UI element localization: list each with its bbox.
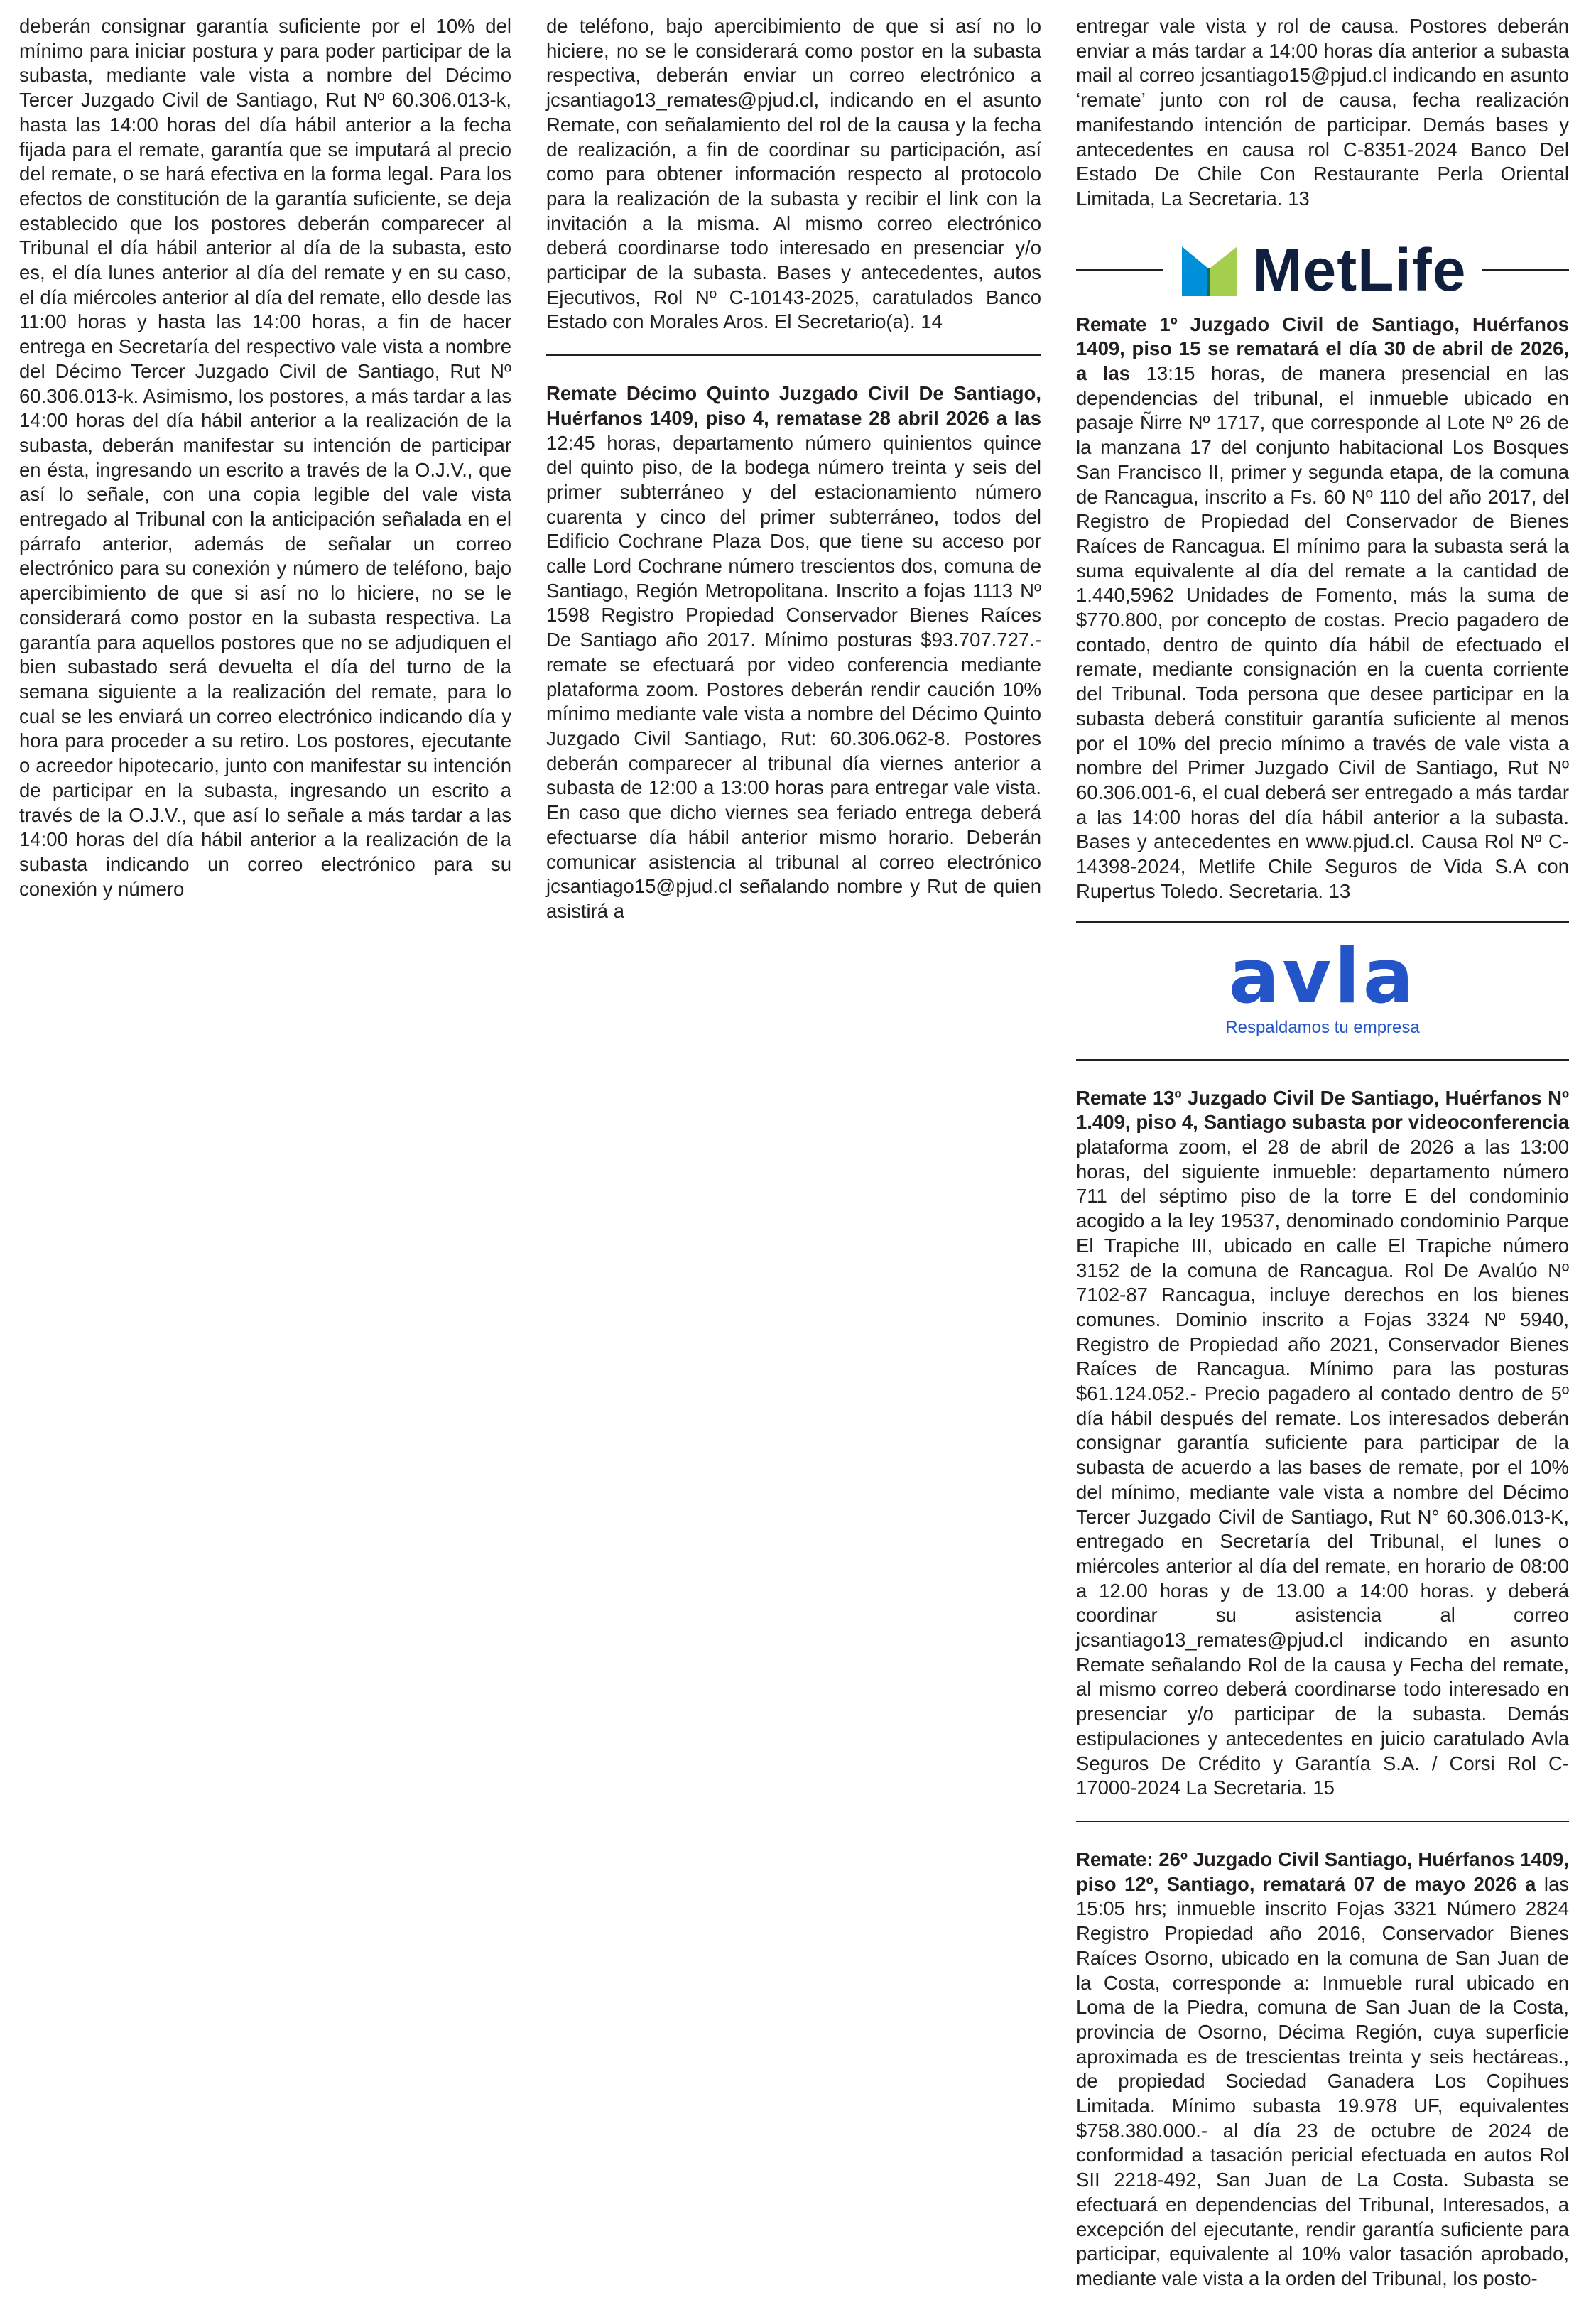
- notice-continuation-text: deberán consignar garantía suficiente por el 10% del mínimo para iniciar postura y para poder participar de la subasta, mediante vale vista a nombre del Décimo Tercer Juzgado Civil de Santiago, Rut Nº 60.306.013-k, hasta las 14:00 horas del día hábil anterior a la fecha fijada para el remate, garantía que se imputará al precio del remate, o se hará efectiva en la forma legal. Para los efectos de constitución de la garantía suficiente, se deja establecido que los postores deberán comparecer al Tribunal el día hábil anterior al día de la subasta, esto es, el día lunes anterior al día del remate y en su caso, el día miércoles anterior al día del remate, ello desde las 11:00 horas y hasta las 14:00 horas, a fin de hacer entrega en Secretaría del respectivo vale vista a nombre del Décimo Tercer Juzgado Civil de Santiago, Rut Nº 60.306.013-k. Asimismo, los postores, a más tardar a las 14:00 horas del día hábil anterior a la realización de la subasta, deberán manifestar su intención de participar en ésta, ingresando un escrito a través de la O.J.V., que así lo señale, con una copia legible del vale vista entregado al Tribunal con la anticipación señalada en el párrafo anterior, además de señalar un correo electrónico para su conexión y número de teléfono, bajo apercibimiento de que si así no lo hiciere, no se le considerará como postor en la subasta respectiva. La garantía para aquellos postores que no se adjudiquen el bien subastado será devuelta el día del turno de la semana siguiente a la realización del remate, para lo cual se les enviará un correo electrónico indicando día y hora para proceder a su retiro. Los postores, ejecutante o acreedor hipotecario, junto con manifestar su intención de participar en la subasta, ingresando un escrito a través de la O.J.V., que así lo señale a más tardar a las 14:00 horas del día hábil anterior a la realización de la subasta indicando un correo electrónico para su conexión y número: [19, 15, 511, 900]
- column-3: [1076, 14, 1569, 2291]
- divider: [546, 354, 1041, 356]
- metlife-wordmark: MetLife: [1252, 236, 1467, 303]
- column-2: [546, 14, 1041, 924]
- notice-bancoestado-text: de teléfono, bajo apercibimiento de que si así no lo hiciere, no se le considerará como postor en la subasta respectiva, deberán enviar un correo electrónico a jcsantiago13_remates@pjud.cl, indicando en el asunto Remate, con señalamiento del rol de la causa y la fecha de realización, a fin de coordinar su participación, así como para obtener información respecto al protocolo para la realización de la subasta y recibir el link con la invitación a la misma. Al mismo correo electrónico deberá coordinarse todo interesado en presenciar y/o participar de la subasta. Bases y antecedentes, autos Ejecutivos, Rol Nº C-10143-2025, caratulados Banco Estado con Morales Aros. El Secretario(a). 14: [546, 15, 1041, 333]
- notice-heading: Remate: 26º Juzgado Civil Santiago, Huérfanos 1409, piso 12º, Santiago, rematará 07 de mayo 2026 a: [1076, 1848, 1569, 1895]
- notice-body: las 15:05 hrs; inmueble inscrito Fojas 3321 Número 2824 Registro Propiedad año 2016, Conservador Bienes Raíces Osorno, ubicado en la comuna de San Juan de la Costa, corresponde a: Inmueble rural ubicado en Loma de la Piedra, comuna de San Juan de la Costa, provincia de Osorno, Décima Región, cuya superficie aproximada es de trescientas treinta y seis hectáreas., de propiedad Sociedad Ganadera Los Copihues Limitada. Mínimo subasta 19.978 UF, equivalentes $758.380.000.- al día 23 de octubre de 2024 de conformidad a tasación pericial efectuada en autos Rol SII 2218-492, San Juan de La Costa. Subasta se efectuará en dependencias del Tribunal, Interesados, a excepción del ejecutante, rendir garantía suficiente para participar, equivalente al 10% valor tasación aprobado, mediante vale vista a la orden del Tribunal, los posto-: [1076, 1872, 1569, 2289]
- notice-26-juzgado: [1076, 1848, 1569, 2291]
- divider: [1076, 269, 1163, 271]
- metlife-m-icon: [1179, 239, 1240, 300]
- divider: [1482, 269, 1570, 271]
- avla-wordmark: avla: [1228, 932, 1417, 1020]
- column-1: [19, 14, 511, 901]
- notice-15-juzgado: [546, 381, 1041, 923]
- avla-logo: [1076, 932, 1569, 1041]
- avla-tagline: Respaldamos tu empresa: [1225, 1017, 1420, 1037]
- notice-heading: Remate 1º Juzgado Civil de Santiago, Huérfanos 1409, piso 15 se rematará el día 30 de abril de 2026, a las: [1076, 313, 1569, 385]
- divider: [1076, 1059, 1569, 1061]
- notice-body: plataforma zoom, el 28 de abril de 2026 a las 13:00 horas, del siguiente inmueble: departamento número 711 del séptimo piso de la torre E del condominio acogido a la ley 19537, denominado condominio Parque El Trapiche III, ubicado en calle El Trapiche número 3152 de la comuna de Rancagua. Rol De Avalúo Nº 7102-87 Rancagua, incluye derechos en los bienes comunes. Dominio inscrito a Fojas 3324 Nº 5940, Registro de Propiedad año 2021, Conservador Bienes Raíces de Rancagua. Mínimo para las posturas $61.124.052.- Precio pagadero al contado dentro de 5º día hábil después del remate. Los interesados deberán consignar garantía suficiente para participar de la subasta de acuerdo a las bases de remate, por el 10% del mínimo, mediante vale vista a nombre del Décimo Tercer Juzgado Civil de Santiago, Rut N° 60.306.013-K, entregado en Secretaría del Tribunal, el lunes o miércoles anterior al día del remate, en horario de 08:00 a 12.00 horas y de 13.00 a 14:00 horas. y deberá coordinar su asistencia al correo jcsantiago13_remates@pjud.cl indicando en asunto Remate señalando Rol de la causa y Fecha del remate, al mismo correo deberá coordinarse todo interesado en presenciar y/o participar de la subasta. Demás estipulaciones y antecedentes en juicio caratulado Avla Seguros De Crédito y Garantía S.A. / Corsi Rol C-17000-2024 La Secretaria. 15: [1076, 1136, 1569, 1799]
- divider: [1076, 921, 1569, 923]
- metlife-logo: [1179, 236, 1467, 303]
- metlife-ad-banner: [1076, 227, 1569, 313]
- notice-13-juzgado: [1076, 1086, 1569, 1801]
- divider: [1076, 1821, 1569, 1822]
- notice-body: 12:45 horas, departamento número quinientos quince del quinto piso, de la bodega número treinta y seis del primer subterráneo y del estacionamiento número cuarenta y cinco del primer subterráneo, todos del Edificio Cochrane Plaza Dos, que tiene su acceso por calle Lord Cochrane número trescientos dos, comuna de Santiago, Región Metropolitana. Inscrito a fojas 1113 Nº 1598 Registro Propiedad Conservador Bienes Raíces De Santiago año 2017. Mínimo posturas $93.707.727.- remate se efectuará por video conferencia mediante plataforma zoom. Postores deberán rendir caución 10% mínimo mediante vale vista a nombre del Décimo Quinto Juzgado Civil Santiago, Rut: 60.306.062-8. Postores deberán comparecer al tribunal día viernes anterior a subasta de 12:00 a 13:00 horas para entregar vale vista. En caso que dicho viernes sea feriado entrega deberá efectuarse día hábil anterior mismo horario. Deberán comunicar asistencia al tribunal al correo electrónico jcsantiago15@pjud.cl señalando nombre y Rut de quien asistirá a: [546, 431, 1041, 922]
- notice-heading: Remate Décimo Quinto Juzgado Civil De Santiago, Huérfanos 1409, piso 4, rematase 28 abril 2026 a las: [546, 382, 1041, 429]
- notice-perla-oriental-text: entregar vale vista y rol de causa. Postores deberán enviar a más tardar a 14:00 horas día anterior a subasta mail al correo jcsantiago15@pjud.cl indicando en asunto ‘remate’ junto con rol de causa, fecha realización manifestando intención de participar. Demás bases y antecedentes en causa rol C-8351-2024 Banco Del Estado De Chile Con Restaurante Perla Oriental Limitada, La Secretaria. 13: [1076, 15, 1569, 210]
- notice-body: 13:15 horas, de manera presencial en las dependencias del tribunal, el inmueble ubicado en pasaje Ñirre Nº 1717, que corresponde al Lote Nº 26 de la manzana 17 del conjunto habitacional Los Bosques San Francisco II, primer y segunda etapa, de la comuna de Rancagua, inscrito a Fs. 60 Nº 110 del año 2017, del Registro de Propiedad del Conservador de Bienes Raíces de Rancagua. El mínimo para la subasta será la suma equivalente al día del remate a la cantidad de 1.440,5962 Unidades de Fomento, más la suma de $770.800, por concepto de costas. Precio pagadero de contado, dentro de quinto día hábil de efectuado el remate, mediante consignación en la cuenta corriente del Tribunal. Toda persona que desee participar en la subasta deberá constituir garantía suficiente al menos por el 10% del precio mínimo a través de vale vista a nombre del Primer Juzgado Civil de Santiago, Rut Nº 60.306.001-6, el cual deberá ser entregado a más tardar a las 14:00 horas del día hábil anterior a la subasta. Bases y antecedentes en www.pjud.cl. Causa Rol Nº C-14398-2024, Metlife Chile Seguros de Vida S.A con Rupertus Toledo. Secretaria. 13: [1076, 362, 1569, 902]
- notice-heading: Remate 13º Juzgado Civil De Santiago, Huérfanos Nº 1.409, piso 4, Santiago subasta por videoconferencia: [1076, 1086, 1569, 1134]
- notice-1-juzgado: [1076, 313, 1569, 904]
